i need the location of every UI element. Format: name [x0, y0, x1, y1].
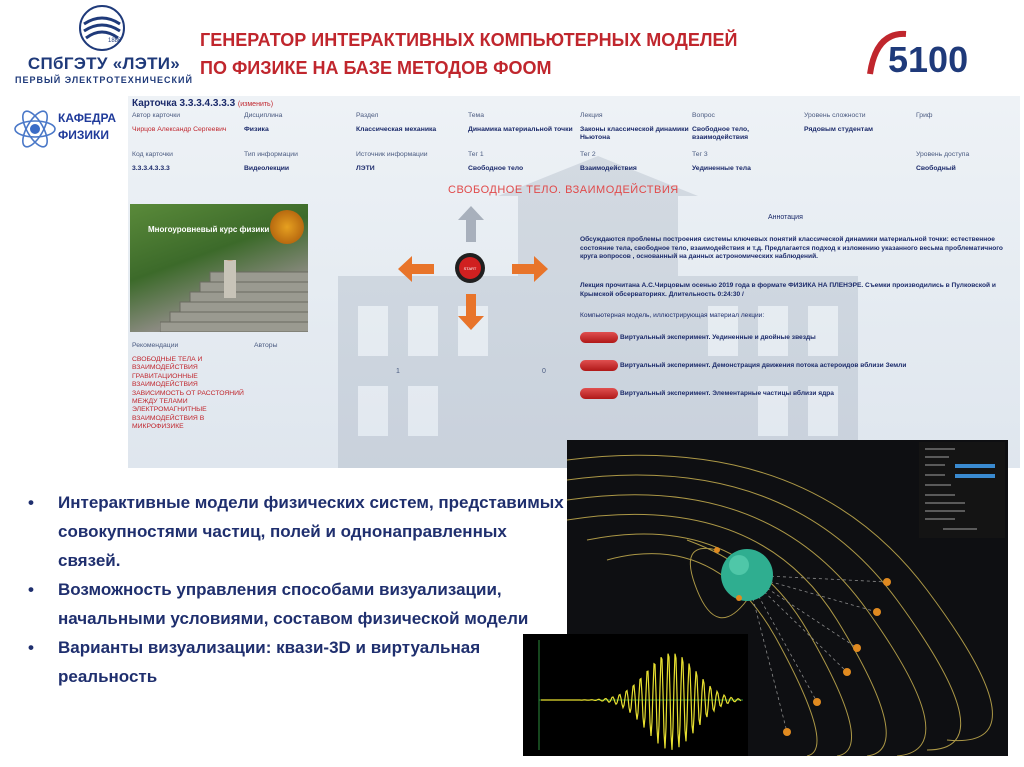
university-logo	[14, 4, 194, 88]
university-subtitle: ПЕРВЫЙ ЭЛЕКТРОТЕХНИЧЕСКИЙ	[15, 75, 193, 85]
annotation-heading: Аннотация	[768, 214, 803, 221]
value-difficulty: Рядовым студентам	[804, 126, 874, 133]
feature-text: Варианты визуализации: квази-3D и виртуальная реальность	[58, 638, 481, 686]
count-value: 0	[542, 368, 546, 375]
value-card-code: 3.3.3.4.3.3.3	[132, 165, 170, 172]
university-name: СПбГЭТУ «ЛЭТИ»	[27, 54, 181, 73]
title-line-1: ГЕНЕРАТОР ИНТЕРАКТИВНЫХ КОМПЬЮТЕРНЫХ МОДЕЛЕЙ	[200, 30, 738, 50]
value-lecture[interactable]: Законы классической динамики Ньютона	[580, 126, 689, 141]
experiment-button[interactable]	[580, 388, 618, 399]
label-stamp: Гриф	[916, 112, 933, 119]
experiment-button[interactable]	[580, 360, 618, 371]
title-line-2: ПО ФИЗИКЕ НА БАЗЕ МЕТОДОВ ФООМ	[200, 58, 552, 78]
experiment-button[interactable]	[580, 332, 618, 343]
wave-plot-screenshot	[523, 634, 748, 756]
meta-row-2-labels	[132, 151, 1012, 163]
label-tag-3: Тег 3	[692, 151, 708, 158]
label-discipline: Дисциплина	[244, 112, 283, 119]
feature-item	[28, 633, 568, 691]
arrow-right-icon[interactable]	[512, 256, 548, 282]
label-tag-2: Тег 2	[580, 151, 596, 158]
card-edit-link[interactable]: (изменить)	[237, 101, 274, 108]
value-section[interactable]: Классическая механика	[356, 126, 437, 133]
project-5100-logo	[866, 24, 976, 84]
arrow-down-icon[interactable]	[458, 294, 484, 330]
value-tag-2[interactable]: Взаимодействия	[580, 165, 637, 172]
recommendations-list[interactable]: СВОБОДНЫЕ ТЕЛА И ВЗАИМОДЕЙСТВИЯ ГРАВИТАЦИОННЫЕ ВЗАИМОДЕЙСТВИЯ ЗАВИСИМОСТЬ ОТ РАССТОЯНИЙ МЕЖДУ ТЕЛАМИ ЭЛЕКТРОМАГНИТНЫЕ ВЗАИМОДЕЙСТВИЯ В МИКРОФИЗИКЕ	[132, 356, 244, 431]
department-logo	[12, 106, 132, 152]
atom-icon	[12, 106, 58, 152]
department-line-2: ФИЗИКИ	[58, 128, 109, 142]
bullet-marker: •	[28, 580, 34, 599]
experiment-label[interactable]: Виртуальный эксперимент. Демонстрация движения потока астероидов вблизи Земли	[620, 362, 907, 369]
university-emblem-icon	[78, 4, 126, 52]
label-info-source: Источник информации	[356, 151, 428, 158]
card-number: Карточка 3.3.3.4.3.3.3	[132, 98, 236, 109]
value-discipline[interactable]: Физика	[244, 126, 269, 133]
meta-row-2-values	[132, 165, 1012, 177]
value-topic[interactable]: Динамика материальной точки	[468, 126, 573, 133]
feature-list	[28, 488, 568, 691]
label-question: Вопрос	[692, 112, 715, 119]
meta-row-1-values	[132, 126, 1012, 148]
card-title	[132, 98, 273, 109]
video-thumbnail[interactable]	[130, 204, 308, 332]
video-caption: Многоуровневый курс физики	[148, 225, 270, 234]
bullet-marker: •	[28, 493, 34, 512]
label-difficulty: Уровень сложности	[804, 112, 866, 119]
value-tag-1[interactable]: Свободное тело	[468, 165, 524, 172]
logo-5100-text: 5100	[888, 39, 969, 80]
experiment-label[interactable]: Виртуальный эксперимент. Уединенные и двойные звезды	[620, 334, 816, 341]
feature-item	[28, 575, 568, 633]
value-question[interactable]: Свободное тело, взаимодействия	[692, 126, 750, 141]
bullet-marker: •	[28, 638, 34, 657]
feature-text: Интерактивные модели физических систем, представимых совокупностями частиц, полей и однонаправленных связей.	[58, 493, 564, 570]
video-badge-icon	[270, 210, 304, 244]
experiment-label[interactable]: Виртуальный эксперимент. Элементарные частицы вблизи ядра	[620, 390, 834, 397]
label-topic: Тема	[468, 112, 485, 119]
label-section: Раздел	[356, 112, 379, 119]
value-tag-3[interactable]: Уединенные тела	[692, 165, 751, 172]
page-title	[200, 26, 860, 82]
wave-packet-illustration	[523, 634, 748, 756]
label-card-author: Автор карточки	[132, 112, 180, 119]
label-tag-1: Тег 1	[468, 151, 484, 158]
feature-item	[28, 488, 568, 575]
experiment-item[interactable]	[580, 388, 1012, 402]
authors-label: Авторы	[254, 342, 278, 349]
simulation-control-panel[interactable]	[919, 442, 1005, 538]
value-info-type[interactable]: Видеолекции	[244, 165, 290, 172]
control-sliders-icon	[919, 442, 1005, 538]
label-card-code: Код карточки	[132, 151, 173, 158]
value-info-source[interactable]: ЛЭТИ	[356, 165, 375, 172]
label-lecture: Лекция	[580, 112, 603, 119]
department-line-1: КАФЕДРА	[58, 111, 117, 125]
center-button-label: START	[463, 266, 477, 271]
model-intro-text: Компьютерная модель, иллюстрирующая материал лекции:	[580, 312, 765, 319]
knowledge-card	[128, 96, 1020, 468]
recommendations-label: Рекомендации	[132, 342, 179, 349]
arrow-left-icon[interactable]	[398, 256, 434, 282]
value-card-author[interactable]: Чирцов Александр Сергеевич	[132, 126, 227, 133]
annotation-text: Обсуждаются проблемы построения системы ключевых понятий классической динамики материальной точки: естественное состояние тела, свободное тело, взаимодействия и т.д. Предлагается подход к изложению указанного весьма проблематичного круга вопросов , основанный на данных астрономических наблюдений.	[580, 236, 1003, 261]
meta-row-1-labels	[132, 112, 1012, 124]
count-value: 1	[396, 368, 400, 375]
card-heading: СВОБОДНОЕ ТЕЛО. ВЗАИМОДЕЙСТВИЯ	[448, 184, 679, 196]
arrow-up-icon[interactable]	[458, 206, 484, 242]
value-access-level: Свободный	[916, 165, 956, 172]
label-access-level: Уровень доступа	[916, 151, 970, 158]
experiment-item[interactable]	[580, 360, 1012, 374]
center-button[interactable]	[454, 252, 486, 284]
stairs-icon	[160, 260, 308, 332]
experiment-item[interactable]	[580, 332, 1012, 346]
emblem-year: 1886	[108, 38, 122, 44]
label-info-type: Тип информации	[244, 151, 298, 158]
feature-text: Возможность управления способами визуализации, начальными условиями, составом физической модели	[58, 580, 529, 628]
lecture-info-text: Лекция прочитана А.С.Чирцовым осенью 2019 года в формате ФИЗИКА НА ПЛЕНЭРЕ. Съемки производились в Пулковской и Крымской обсерваториях. Длительность 0:24:30 /	[580, 282, 996, 298]
department-name	[58, 110, 116, 144]
